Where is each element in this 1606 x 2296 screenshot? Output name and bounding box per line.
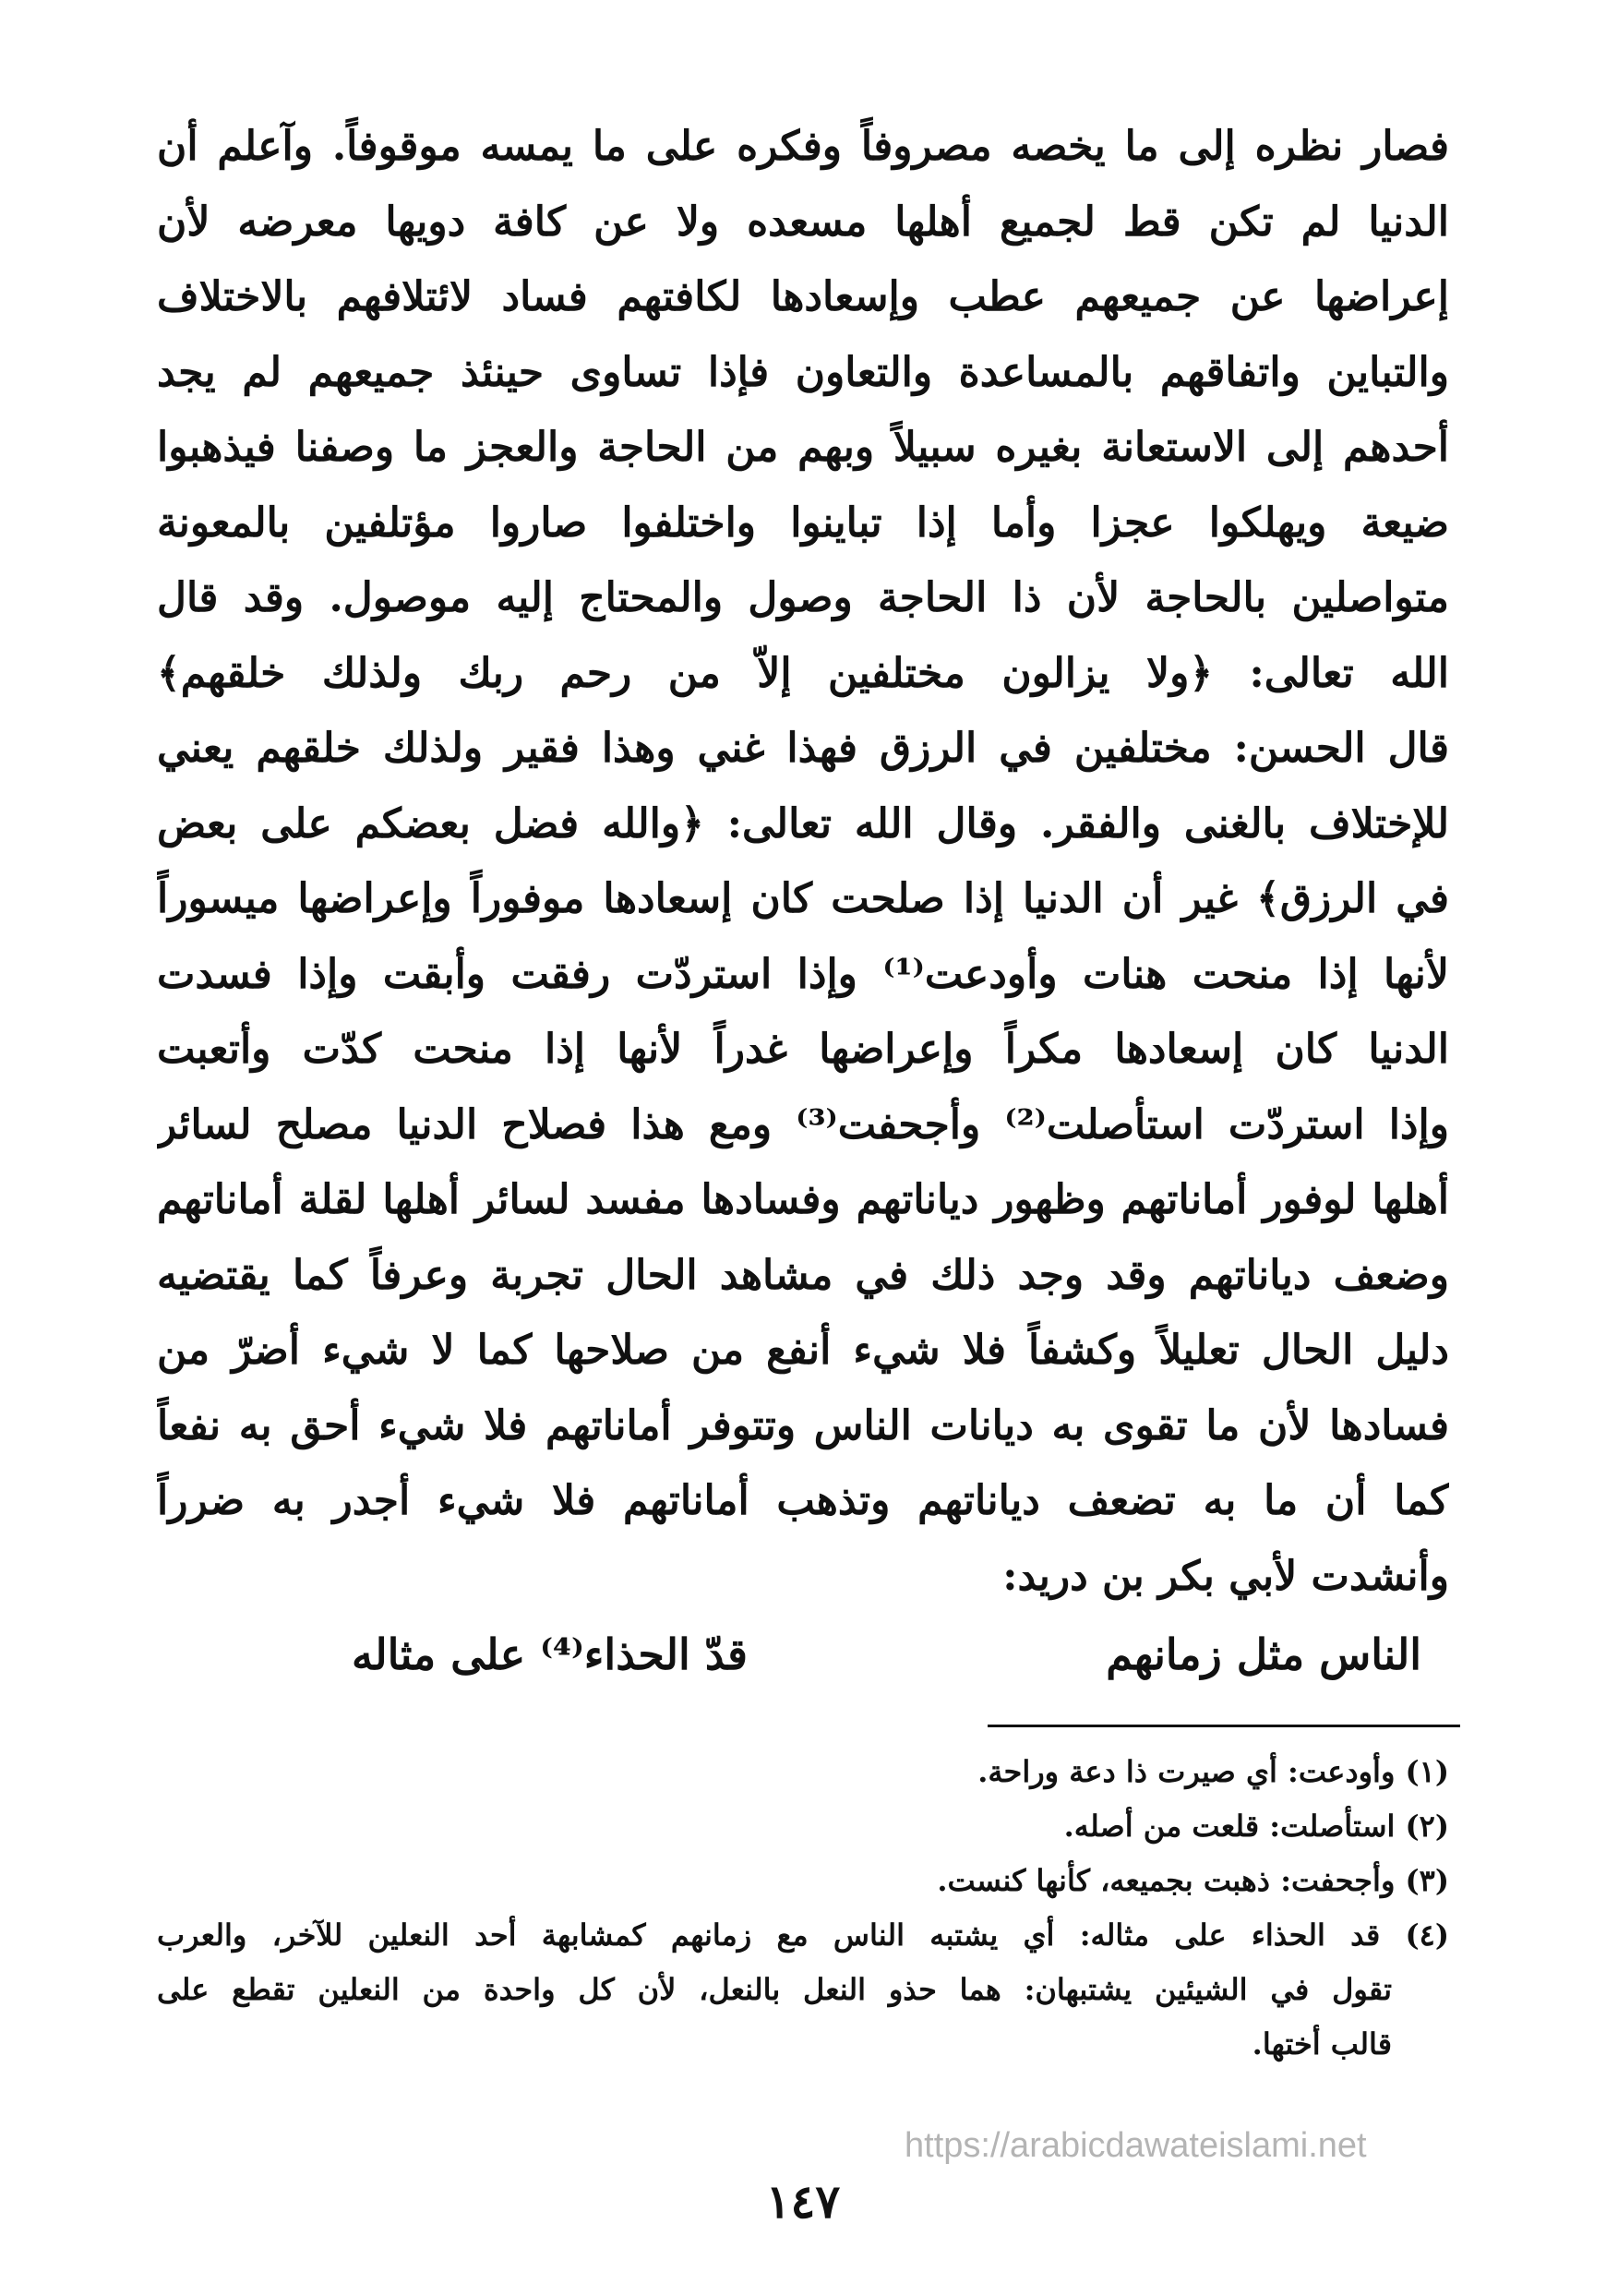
footnote-4-continued: تقول في الشيئين يشتبهان: هما حذو النعل بالنعل، لأن كل واحدة من النعلين تقطع على	[157, 1972, 1392, 2007]
footnote-separator	[988, 1725, 1460, 1727]
verse-first-hemistich: الناس مثل زمانهم	[1106, 1629, 1421, 1679]
text-line: أحدهم إلى الاستعانة بغيره سبيلاً وبهم من الحاجة والعجز ما وصفنا فيذهبوا	[157, 424, 1449, 471]
text-line: للإختلاف بالغنى والفقر. وقال الله تعالى: ﴿والله فضل بعضكم على بعض	[157, 799, 1449, 847]
text-line: الله تعالى: ﴿ولا يزالون مختلفين إلاّ من رحم ربك ولذلك خلقهم﴾	[157, 649, 1449, 697]
text-line: أهلها لوفور أماناتهم وظهور دياناتهم وفسادها مفسد لسائر أهلها لقلة أماناتهم	[157, 1176, 1449, 1223]
text-line: إعراضها عن جميعهم عطب وإسعادها لكافتهم فساد لائتلافهم بالاختلاف	[157, 273, 1449, 320]
text-line: في الرزق﴾ غير أن الدنيا إذا صلحت كان إسعادها موفوراً وإعراضها ميسوراً	[157, 875, 1449, 922]
watermark-url: https://arabicdawateislami.net	[905, 2126, 1367, 2165]
text-line: وإذا استردّت استأصلت⁽²⁾ وأجحفت⁽³⁾ ومع هذا فصلاح الدنيا مصلح لسائر	[157, 1100, 1449, 1148]
text-line: الدنيا كان إسعادها مكراً وإعراضها غدراً لأنها إذا منحت كدّت وأتعبت	[157, 1026, 1449, 1073]
main-text	[157, 109, 1449, 1614]
footnote-1: (١) وأودعت: أي صيرت ذا دعة وراحة.	[977, 1754, 1449, 1789]
footnotes	[157, 1745, 1449, 2072]
text-line: فصار نظره إلى ما يخصه مصروفاً وفكره على ما يمسه موقوفاً. وآعلم أن	[157, 123, 1449, 170]
footnote-4-continued: قالب أختها.	[1252, 2026, 1392, 2062]
verse-second-hemistich: قدّ الحذاء⁽⁴⁾ على مثاله	[351, 1629, 748, 1679]
text-line: لأنها إذا منحت هنات وأودعت⁽¹⁾ وإذا استردّت رفقت وأبقت وإذا فسدت	[157, 950, 1449, 998]
text-line: دليل الحال تعليلاً وكشفاً فلا شيء أنفع من صلاحها كما لا شيء أضرّ من	[157, 1327, 1449, 1374]
text-line: قال الحسن: مختلفين في الرزق فهذا غني وهذا فقير ولذلك خلقهم يعني	[157, 725, 1449, 772]
text-line: الدنيا لم تكن قط لجميع أهلها مسعده ولا عن كافة دويها معرضه لأن	[157, 198, 1449, 246]
text-line: كما أن ما به تضعف دياناتهم وتذهب أماناتهم فلا شيء أجدر به ضرراً	[157, 1477, 1449, 1524]
text-line: والتباين واتفاقهم بالمساعدة والتعاون فإذا تساوى حينئذ جميعهم لم يجد	[157, 348, 1449, 396]
page-number: ١٤٧	[765, 2174, 841, 2229]
text-line: فسادها لأن ما تقوى به ديانات الناس وتتوفر أماناتهم فلا شيء أحق به نفعاً	[157, 1401, 1449, 1449]
text-line: وضعف دياناتهم وقد وجد ذلك في مشاهد الحال تجربة وعرفاً كما يقتضيه	[157, 1251, 1449, 1299]
text-line: متواصلين بالحاجة لأن ذا الحاجة وصول والمحتاج إليه موصول. وقد قال	[157, 574, 1449, 621]
footnote-4: (٤) قد الحذاء على مثاله: أي يشتبه الناس مع زمانهم كمشابهة أحد النعلين للآخر، والعرب	[157, 1917, 1449, 1953]
poetry-verse	[185, 1617, 1421, 1691]
text-line: وأنشدت لأبي بكر بن دريد:	[1002, 1552, 1449, 1600]
footnote-3: (٣) وأجحفت: ذهبت بجميعه، كأنها كنست.	[937, 1863, 1449, 1898]
text-line: ضيعة ويهلكوا عجزا وأما إذا تباينوا واختلفوا صاروا مؤتلفين بالمعونة	[157, 499, 1449, 547]
footnote-2: (٢) استأصلت: قلعت من أصله.	[1063, 1809, 1449, 1844]
